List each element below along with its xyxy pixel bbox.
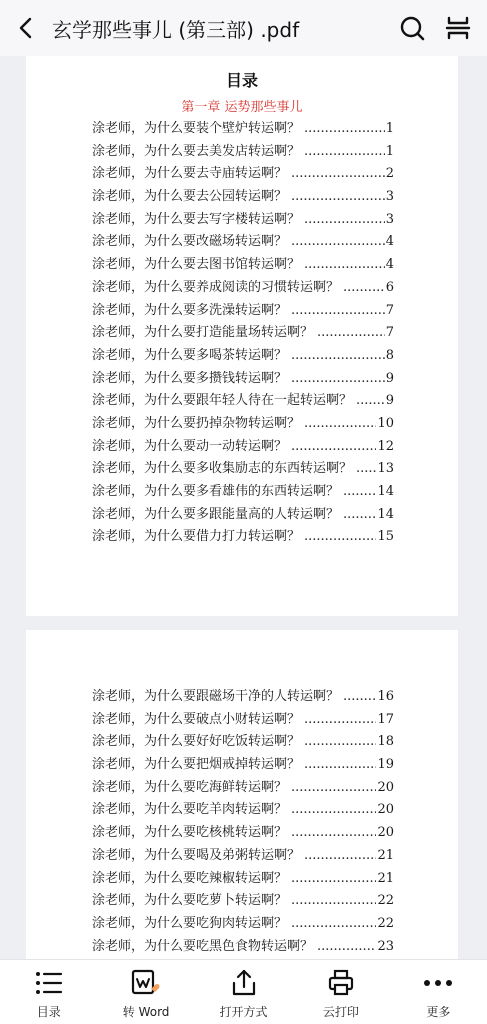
toc-leader-dots [300,845,376,868]
toc-entry-page: 22 [377,893,394,909]
toc-entry[interactable] [92,526,394,549]
toc-leader-dots [300,118,385,141]
toc-entry[interactable] [92,163,394,186]
toc-entry[interactable] [92,141,394,164]
toc-entry-page: 10 [377,415,394,431]
toc-entry-page: 18 [377,734,394,750]
toc-entry-text: 涂老师，为什么要去写字楼转运啊？ [92,211,301,227]
open-with-button[interactable] [195,960,292,1024]
toc-entry[interactable] [92,822,394,845]
toc-entry[interactable] [92,845,394,868]
toc-entry-page: 2 [385,166,394,182]
toc-entry[interactable] [92,345,394,368]
toc-entry-text: 涂老师，为什么要养成阅读的习惯转运啊？ [92,279,340,295]
toc-entry-page: 14 [377,506,394,522]
toc-leader-dots [300,209,385,232]
toc-entry[interactable] [92,481,394,504]
toc-entry[interactable] [92,890,394,913]
toc-leader-dots [287,799,376,822]
toc-entry-text: 涂老师，为什么要喝及弟粥转运啊？ [92,847,301,863]
toc-entry-page: 21 [377,870,394,886]
toc-entry[interactable] [92,936,394,959]
share-icon [230,969,258,997]
toc-entry-page: 9 [385,393,394,409]
toc-entry-text: 涂老师，为什么要跟年轻人待在一起转运啊？ [92,393,353,409]
toc-entry[interactable] [92,254,394,277]
toc-entry-page: 20 [377,825,394,841]
toc-list [92,686,394,958]
toc-leader-dots [339,504,376,527]
toc-leader-dots [287,822,376,845]
toc-entry-text: 涂老师，为什么要装个壁炉转运啊？ [92,121,301,136]
toc-entry-text: 涂老师，为什么要去美发店转运啊？ [92,143,301,159]
toc-entry-text: 涂老师，为什么要去图书馆转运啊？ [92,257,301,273]
toc-entry[interactable] [92,300,394,323]
toc-entry-text: 涂老师，为什么要打造能量场转运啊？ [92,325,314,341]
toc-entry[interactable] [92,231,394,254]
toc-entry-page: 21 [377,847,394,863]
search-icon [399,15,425,41]
toc-entry-text: 涂老师，为什么要破点小财转运啊？ [92,711,301,727]
toc-entry-page: 4 [385,234,394,250]
convert-word-icon [131,969,161,997]
toc-entry[interactable] [92,754,394,777]
toc-leader-dots [300,254,385,277]
toc-entry-page: 8 [385,347,394,363]
more-button[interactable] [390,960,487,1024]
toc-leader-dots [287,231,385,254]
convert-word-label: 转 Word [122,1005,170,1019]
back-icon [15,17,37,39]
toc-leader-dots [287,186,385,209]
toc-leader-dots [287,345,385,368]
pdf-viewer[interactable] [0,56,487,959]
toc-leader-dots [300,413,376,436]
toc-entry-page: 7 [385,325,394,341]
toc-leader-dots [287,890,376,913]
toc-leader-dots [287,300,385,323]
toc-entry[interactable] [92,731,394,754]
convert-word-button[interactable] [97,960,194,1024]
toc-label: 目录 [36,1005,61,1019]
toc-entry-text: 涂老师，为什么要吃羊肉转运啊？ [92,802,288,818]
bottom-toolbar [0,959,487,1024]
toc-entry[interactable] [92,186,394,209]
toc-entry[interactable] [92,799,394,822]
toc-entry-text: 涂老师，为什么要多看雄伟的东西转运啊？ [92,484,340,499]
toc-leader-dots [300,141,385,164]
chapter-title: 第一章 运势那些事儿 [181,100,303,115]
toc-entry-text: 涂老师，为什么要多洗澡转运啊？ [92,302,288,318]
toc-entry[interactable] [92,913,394,936]
toc-entry-text: 涂老师，为什么要跟磁场干净的人转运啊？ [92,689,340,704]
toc-entry-page: 19 [377,757,394,773]
toc-entry-page: 7 [385,302,394,318]
toc-entry-page: 13 [377,461,394,477]
toc-entry-text: 涂老师，为什么要吃萝卜转运啊？ [92,893,288,909]
toc-entry-text: 涂老师，为什么要吃黑色食物转运啊？ [92,938,314,954]
open-with-label: 打开方式 [219,1005,268,1019]
toc-entry[interactable] [92,390,394,413]
toc-entry-page: 12 [377,438,394,454]
toc-leader-dots [287,163,385,186]
toc-entry-text: 涂老师，为什么要吃核桃转运啊？ [92,825,288,841]
toc-entry-text: 涂老师，为什么要好好吃饭转运啊？ [92,734,301,750]
toc-entry-text: 涂老师，为什么要动一动转运啊？ [92,438,288,454]
toc-entry[interactable] [92,368,394,391]
toc-entry-page: 23 [377,938,394,954]
toc-entry-page: 14 [377,484,394,499]
toc-entry-page: 4 [385,257,394,273]
top-bar [0,0,487,56]
back-button[interactable] [0,0,52,56]
toc-entry-page: 15 [377,529,394,545]
toc-entry-page: 6 [385,279,394,295]
toc-entry[interactable] [92,504,394,527]
toc-entry-page: 20 [377,802,394,818]
toc-leader-dots [300,731,376,754]
list-icon [35,971,63,995]
toc-heading: 目录 [225,71,258,90]
toc-entry-text: 涂老师，为什么要吃海鲜转运啊？ [92,779,288,795]
more-dots-icon [423,979,453,987]
toc-entry[interactable] [92,413,394,436]
toc-leader-dots [287,777,376,800]
toc-entry-text: 涂老师，为什么要去公园转运啊？ [92,189,288,205]
toc-entry-text: 涂老师，为什么要多喝茶转运啊？ [92,347,288,363]
toc-entry[interactable] [92,118,394,141]
toc-entry[interactable] [92,458,394,481]
cloud-print-label: 云打印 [322,1005,359,1019]
toc-list [92,118,394,549]
toc-entry-text: 涂老师，为什么要去寺庙转运啊？ [92,166,288,182]
document-title: 玄学那些事儿 (第三部) .pdf [52,17,300,42]
toc-entry[interactable] [92,322,394,345]
more-label: 更多 [426,1005,451,1019]
toc-leader-dots [313,936,376,959]
toc-button[interactable] [0,960,97,1024]
fit-width-icon [445,15,471,41]
toc-entry-text: 涂老师，为什么要多收集励志的东西转运啊？ [92,461,353,477]
toc-entry[interactable] [92,436,394,459]
toc-entry-text: 涂老师，为什么要吃辣椒转运啊？ [92,870,288,886]
toc-leader-dots [339,277,385,300]
toc-leader-dots [300,709,376,732]
fit-width-button[interactable] [435,0,481,56]
toc-entry[interactable] [92,709,394,732]
toc-entry[interactable] [92,209,394,232]
toc-entry-text: 涂老师，为什么要把烟戒掉转运啊？ [92,757,301,773]
toc-entry-text: 涂老师，为什么要扔掉杂物转运啊？ [92,415,301,431]
toc-leader-dots [339,481,376,504]
toc-entry[interactable] [92,686,394,709]
toc-entry-text: 涂老师，为什么要改磁场转运啊？ [92,234,288,250]
toc-entry-page: 16 [377,689,394,704]
pdf-page-1 [26,56,458,616]
toc-leader-dots [300,526,376,549]
toc-entry[interactable] [92,777,394,800]
toc-entry[interactable] [92,868,394,891]
toc-entry-page: 3 [385,211,394,227]
toc-leader-dots [287,913,376,936]
toc-entry-page: 9 [385,370,394,386]
toc-entry-page: 22 [377,915,394,931]
toc-entry-text: 涂老师，为什么要借力打力转运啊？ [92,529,301,545]
toc-entry-page: 20 [377,779,394,795]
toc-leader-dots [352,390,385,413]
pdf-page-2 [26,630,458,959]
cloud-print-button[interactable] [292,960,389,1024]
toc-entry-page: 3 [385,189,394,205]
toc-leader-dots [300,754,376,777]
toc-entry-page: 17 [377,711,394,727]
toc-leader-dots [339,686,376,709]
toc-entry-text: 涂老师，为什么要多跟能量高的人转运啊？ [92,506,340,522]
toc-leader-dots [287,868,376,891]
toc-leader-dots [313,322,385,345]
toc-entry-text: 涂老师，为什么要吃狗肉转运啊？ [92,915,288,931]
toc-entry-text: 涂老师，为什么要多攒钱转运啊？ [92,370,288,386]
toc-leader-dots [287,436,376,459]
toc-leader-dots [287,368,385,391]
toc-entry-page: 1 [385,121,394,136]
toc-entry-page: 1 [385,143,394,159]
toc-entry[interactable] [92,277,394,300]
printer-icon [327,969,355,997]
search-button[interactable] [389,0,435,56]
toc-leader-dots [352,458,376,481]
